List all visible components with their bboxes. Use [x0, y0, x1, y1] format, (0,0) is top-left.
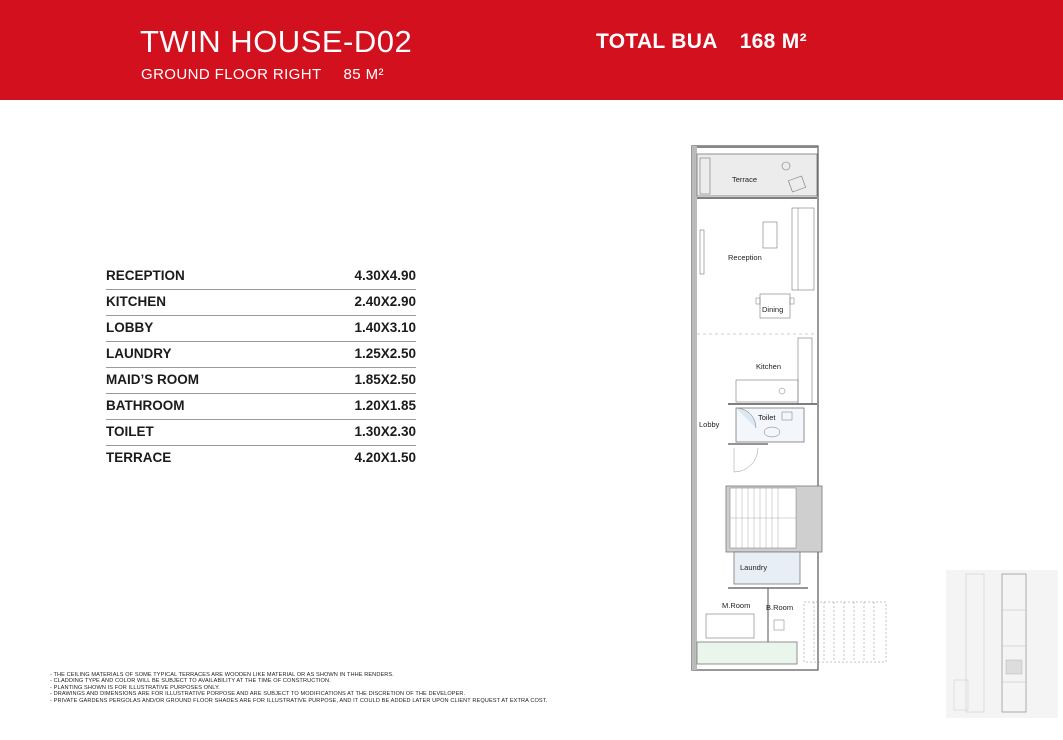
plan-label-maids-room: M.Room [722, 601, 751, 610]
room-row [106, 342, 416, 368]
floor-subtitle [141, 66, 384, 83]
room-size: 4.30X4.90 [354, 268, 416, 283]
plan-label-reception: Reception [728, 253, 762, 262]
total-bua [596, 30, 807, 54]
note-line: - CLADDING TYPE AND COLOR WILL BE SUBJECT TO AVAILABILITY AT THE TIME OF CONSTRUCTION. [50, 678, 331, 685]
room-name: BATHROOM [106, 398, 185, 413]
plan-label-lobby: Lobby [699, 420, 720, 429]
room-size: 1.25X2.50 [354, 346, 416, 361]
plan-label-terrace: Terrace [732, 175, 758, 184]
room-size: 1.20X1.85 [354, 398, 416, 413]
header-banner [0, 0, 1063, 100]
note-line: - PRIVATE GARDENS PERGOLAS AND/OR GROUND FLOOR SHADES ARE FOR ILLUSTRATIVE PURPOSE, AND IT COULD BE ADDED LATER UPON CLIENT REQUEST AT EXTRA COST. [50, 697, 548, 704]
room-size: 1.30X2.30 [354, 424, 416, 439]
note-line: - DRAWINGS AND DIMENSIONS ARE FOR ILLUSTRATIVE PORPOSE AND ARE SUBJECT TO MODIFICATIONS AT THE DISCRETION OF THE DEVELOPER. [50, 691, 466, 698]
room-row [106, 290, 416, 316]
room-size: 1.40X3.10 [354, 320, 416, 335]
room-name: MAID’S ROOM [106, 372, 199, 387]
floor-plan [688, 142, 888, 672]
room-size: 4.20X1.50 [354, 450, 416, 465]
garden-area [697, 642, 797, 664]
total-bua-label: TOTAL BUA [596, 30, 718, 53]
total-bua-value: 168 M² [739, 30, 807, 53]
plan-label-kitchen: Kitchen [756, 362, 782, 371]
room-name: TOILET [106, 424, 154, 439]
key-plan-thumbnail [946, 570, 1058, 718]
room-name: KITCHEN [106, 294, 166, 309]
room-row [106, 368, 416, 394]
room-schedule-table [106, 264, 416, 471]
room-name: LOBBY [106, 320, 154, 335]
room-name: TERRACE [106, 450, 172, 465]
room-name: RECEPTION [106, 268, 185, 283]
plan-label-bathroom: B.Room [766, 603, 794, 612]
room-row [106, 446, 416, 471]
floor-area: 85 M² [343, 66, 384, 83]
floor-name: GROUND FLOOR RIGHT [141, 66, 322, 83]
room-row [106, 264, 416, 290]
plan-label-dining: Dining [762, 305, 784, 314]
room-row [106, 394, 416, 420]
plan-label-toilet: Toilet [758, 413, 776, 422]
unit-title: TWIN HOUSE-D02 [140, 24, 413, 59]
room-size: 2.40X2.90 [354, 294, 416, 309]
note-line: - PLANTING SHOWN IS FOR ILLUSTRATIVE PURPOSES ONLY. [50, 684, 220, 691]
room-name: LAUNDRY [106, 346, 172, 361]
room-size: 1.85X2.50 [354, 372, 416, 387]
room-row [106, 316, 416, 342]
note-line: - THE CEILING MATERIALS OF SOME TYPICAL TERRACES ARE WOODEN LIKE MATERIAL OR AS SHOWN IN THHE RENDERS. [50, 672, 394, 678]
room-row [106, 420, 416, 446]
disclaimer-notes [50, 672, 547, 704]
plan-label-laundry: Laundry [740, 563, 768, 572]
